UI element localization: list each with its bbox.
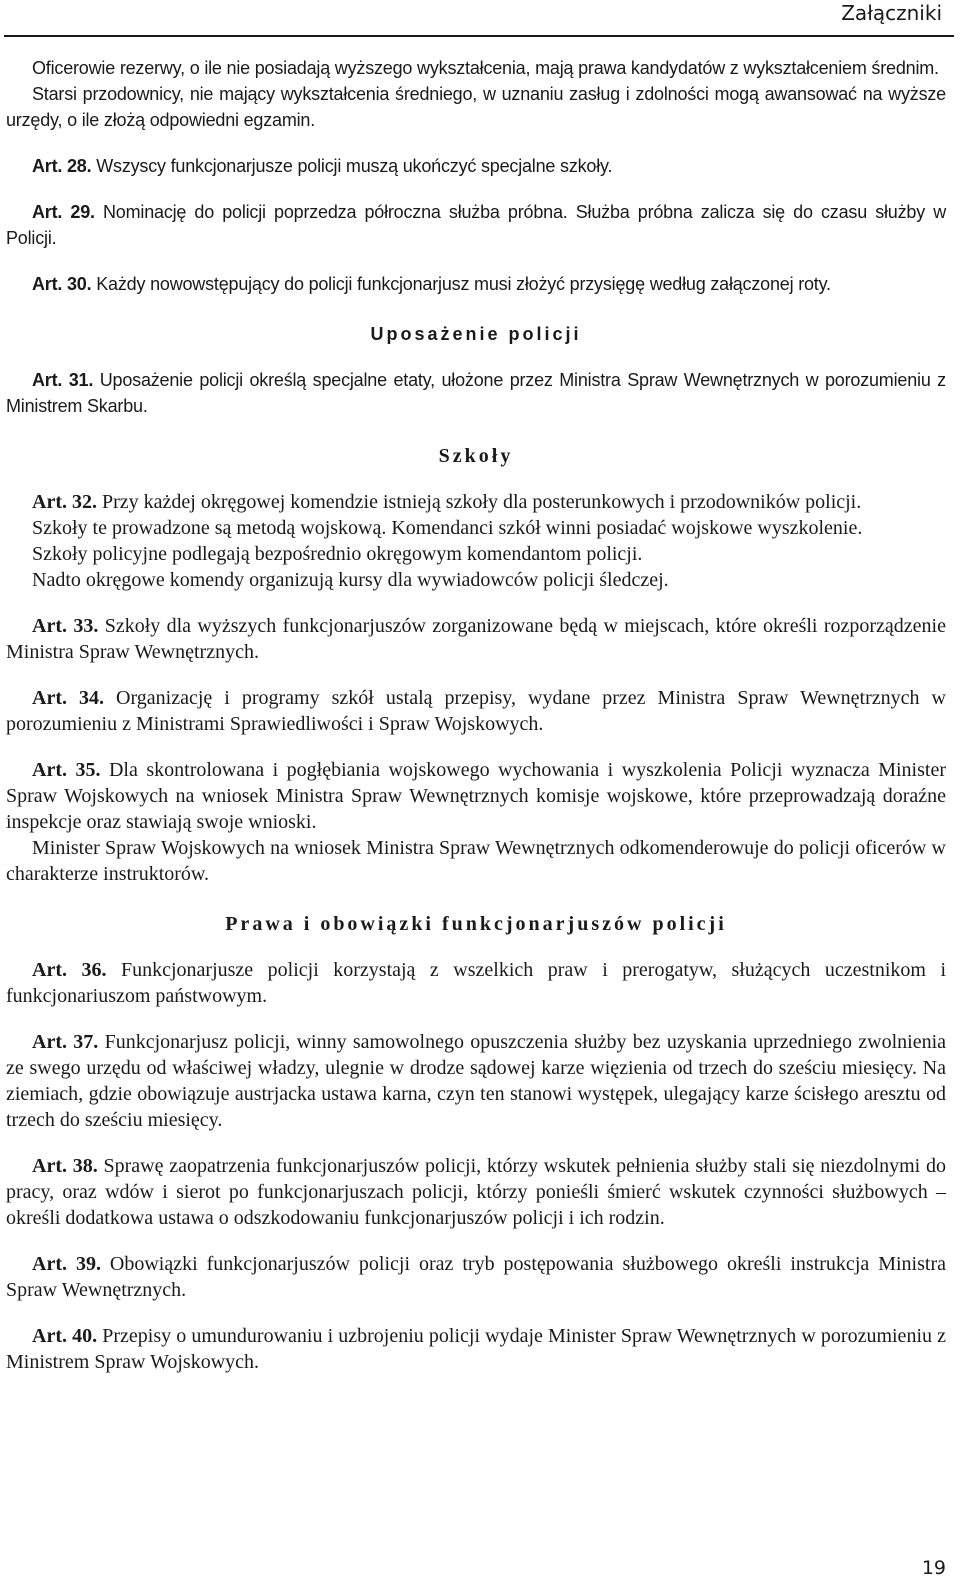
paragraph: Oficerowie rezerwy, o ile nie posiadają wyższego wykształcenia, mają prawa kandydatów z wykształceniem średnim. [32,58,939,78]
article-text: Funkcjonarjusz policji, winny samowolnego opuszczenia służby bez uzyskania uprzedniego zwolnienia ze swego urzędu od właściwej władzy, ulegnie w drodze sądowej karze więzienia od trzech do sześciu miesięcy. Na ziemiach, gdzie obowiązuje austrjacka ustawa karna, czyn ten stanowi występek, ulegający karze ścisłego aresztu od trzech do sześciu miesięcy. [6,1031,947,1131]
article-number: Art. 35. [32,759,101,781]
article-30 [6,271,946,297]
article-text: Każdy nowowstępujący do policji funkcjonarjusz musi złożyć przysięgę według załączonej roty. [91,274,831,294]
article-36 [6,957,946,1009]
article-text: Sprawę zaopatrzenia funkcjonarjuszów policji, którzy wskutek pełnienia służby stali się niezdolnymi do pracy, oraz wdów i sierot po funkcjonarjuszach policji, którzy ponieśli śmierć wskutek czynności służbowych – określi dodatkowa ustawa o odszkodowaniu funkcjonarjuszów policji i ich rodzin. [6,1155,946,1229]
article-35 [6,757,946,835]
article-number: Art. 32. [32,491,97,513]
paragraph: Starsi przodownicy, nie mający wykształcenia średniego, w uznaniu zasług i zdolności mogą awansować na wyższe urzędy, o ile złożą odpowiedni egzamin. [6,84,946,130]
article-32 [6,489,946,515]
article-number: Art. 36. [32,959,107,981]
page-number: 19 [921,1557,946,1579]
paragraph: Szkoły te prowadzone są metodą wojskową. Komendanci szkół winni posiadać wojskowe wyszkolenie. [32,517,863,539]
article-text: Obowiązki funkcjonarjuszów policji oraz tryb postępowania służbowego określi instrukcja Ministra Spraw Wewnętrznych. [6,1253,946,1301]
article-38 [6,1153,946,1231]
article-text: Szkoły dla wyższych funkcjonarjuszów zorganizowane będą w miejscach, które określi rozporządzenie Ministra Spraw Wewnętrznych. [6,615,946,663]
article-text: Przy każdej okręgowej komendzie istnieją szkoły dla posterunkowych i przodowników policji. [96,491,862,513]
paragraph: Szkoły policyjne podlegają bezpośrednio okręgowym komendantom policji. [32,543,643,565]
article-number: Art. 31. [32,370,94,390]
article-34 [6,685,946,737]
paragraph: Nadto okręgowe komendy organizują kursy dla wywiadowców policji śledczej. [32,569,669,591]
article-39 [6,1251,946,1303]
article-number: Art. 28. [32,156,92,176]
article-31 [6,367,946,419]
article-text: Dla skontrolowana i pogłębiania wojskowego wychowania i wyszkolenia Policji wyznacza Minister Spraw Wojskowych na wniosek Ministra Spraw Wewnętrznych komisje wojskowe, które przeprowadzają doraźne inspekcje oraz stawiają swoje wnioski. [6,759,946,833]
section-heading-szkoly: Szkoły [438,445,514,467]
paragraph: Minister Spraw Wojskowych na wniosek Ministra Spraw Wewnętrznych odkomenderowuje do policji oficerów w charakterze instruktorów. [6,837,946,885]
article-text: Funkcjonarjusze policji korzystają z wszelkich praw i prerogatyw, służących uczestnikom i funkcjonariuszom państwowym. [6,959,946,1007]
top-section [6,55,946,419]
article-text: Przepisy o umundurowaniu i uzbrojeniu policji wydaje Minister Spraw Wewnętrznych w porozumieniu z Ministrem Spraw Wojskowych. [6,1325,946,1373]
document-body [6,55,946,1375]
header-divider [4,35,954,37]
article-text: Uposażenie policji określą specjalne etaty, ułożone przez Ministra Spraw Wewnętrznych w porozumieniu z Ministrem Skarbu. [6,370,946,416]
article-37 [6,1029,946,1133]
article-number: Art. 38. [32,1155,98,1177]
running-header: Załączniki [841,1,942,25]
article-40 [6,1323,946,1375]
article-text: Wszyscy funkcjonarjusze policji muszą ukończyć specjalne szkoły. [91,156,613,176]
article-number: Art. 30. [32,274,92,294]
article-text: Nominację do policji poprzedza półroczna służba próbna. Służba próbna zalicza się do czasu służby w Policji. [6,202,946,248]
article-29 [6,199,946,251]
article-number: Art. 34. [32,687,104,709]
section-heading-prawa: Prawa i obowiązki funkcjonarjuszów policji [225,913,727,935]
article-number: Art. 29. [32,202,95,222]
article-text: Organizację i programy szkół ustalą przepisy, wydane przez Ministra Spraw Wewnętrznych w porozumieniu z Ministrami Sprawiedliwości i Spraw Wojskowych. [6,687,946,735]
article-28 [6,153,946,179]
section-heading-uposazenie: Uposażenie policji [370,324,582,344]
article-number: Art. 40. [32,1325,98,1347]
article-number: Art. 39. [32,1253,101,1275]
article-number: Art. 33. [32,615,99,637]
article-33 [6,613,946,665]
article-number: Art. 37. [32,1031,99,1053]
